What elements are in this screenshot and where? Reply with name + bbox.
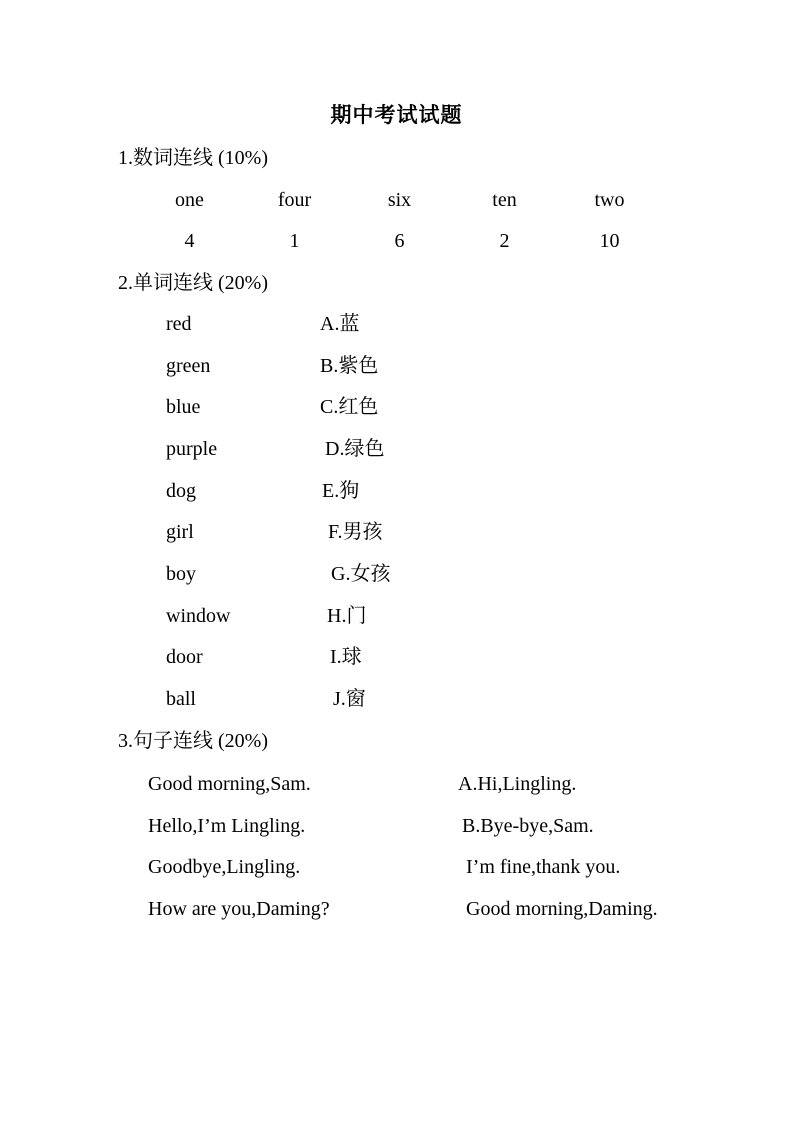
sentence: Hello,I’m Lingling. — [148, 815, 306, 837]
english-word: dog — [166, 480, 196, 502]
word-pair-row — [0, 520, 793, 546]
sentence-option: I’m fine,thank you. — [466, 856, 621, 878]
chinese-option: C.红色 — [320, 396, 379, 418]
word-pair-row — [0, 479, 793, 505]
chinese-option: J.窗 — [333, 688, 366, 710]
chinese-option: F.男孩 — [328, 521, 383, 543]
english-word: blue — [166, 396, 201, 418]
section3-heading: 3.句子连线 (20%) — [118, 730, 268, 752]
section1-heading: 1.数词连线 (10%) — [118, 147, 268, 169]
sentence: Good morning,Sam. — [148, 773, 311, 795]
sentence-option: B.Bye-bye,Sam. — [462, 815, 594, 837]
section1-numbers-row — [137, 229, 662, 253]
number-word: six — [387, 189, 412, 211]
number-value: 6 — [394, 230, 405, 252]
word-pair-row — [0, 354, 793, 380]
sentence: How are you,Daming? — [148, 898, 330, 920]
number-value: 4 — [184, 230, 195, 252]
section2-heading: 2.单词连线 (20%) — [118, 272, 268, 294]
number-word: ten — [492, 189, 517, 211]
chinese-option: I.球 — [330, 646, 362, 668]
sentence-pair-row — [0, 814, 793, 840]
sentence-pair-row — [0, 772, 793, 798]
sentence-option: A.Hi,Lingling. — [458, 773, 577, 795]
word-pair-row — [0, 687, 793, 713]
word-pair-row — [0, 645, 793, 671]
number-value: 10 — [599, 230, 620, 252]
english-word: purple — [166, 438, 218, 460]
sentence-pair-row — [0, 855, 793, 881]
number-value: 1 — [289, 230, 300, 252]
number-word: one — [175, 189, 204, 211]
sentence-pair-row — [0, 897, 793, 923]
word-pair-row — [0, 562, 793, 588]
page-title: 期中考试试题 — [330, 103, 463, 127]
number-word: two — [594, 189, 625, 211]
section1-words-row — [137, 188, 662, 212]
english-word: red — [166, 313, 192, 335]
word-pair-row — [0, 437, 793, 463]
chinese-option: D.绿色 — [325, 438, 385, 460]
sentence-option: Good morning,Daming. — [466, 898, 658, 920]
number-value: 2 — [499, 230, 510, 252]
chinese-option: G.女孩 — [331, 563, 391, 585]
english-word: boy — [166, 563, 196, 585]
word-pair-row — [0, 604, 793, 630]
english-word: door — [166, 646, 203, 668]
word-pair-row — [0, 395, 793, 421]
english-word: ball — [166, 688, 196, 710]
english-word: girl — [166, 521, 194, 543]
number-word: four — [277, 189, 312, 211]
chinese-option: H.门 — [327, 605, 367, 627]
word-pair-row — [0, 312, 793, 338]
chinese-option: A.蓝 — [320, 313, 360, 335]
chinese-option: B.紫色 — [320, 355, 379, 377]
english-word: window — [166, 605, 231, 627]
sentence: Goodbye,Lingling. — [148, 856, 301, 878]
chinese-option: E.狗 — [322, 480, 360, 502]
english-word: green — [166, 355, 211, 377]
